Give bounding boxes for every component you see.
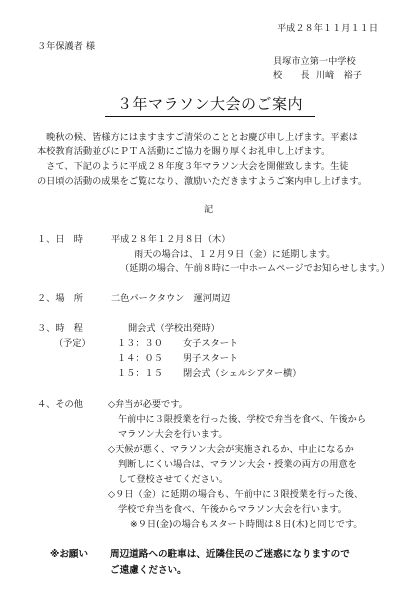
opening-ceremony: 開会式（学校出発時）	[128, 323, 220, 334]
schedule-event: 閉会式（シェルシアター横）	[183, 368, 302, 379]
date-label: １、日 時	[37, 234, 83, 245]
recipient: ３年保護者 様	[37, 41, 96, 52]
other-line: ◇天候が悪く、マラソン大会が実施されるか、中止になるか	[108, 444, 354, 455]
place-value: 二色パークタウン 運河周辺	[111, 293, 231, 304]
sender-principal-title: 校 長	[273, 70, 310, 81]
notice-label: ※お願い	[50, 549, 89, 560]
postpone-note: （延期の場合、午前８時に一中ホームページでお知らせします。）	[120, 263, 390, 274]
other-line: ◇９日（金）に延期の場合も、午前中に３限授業を行った後、	[108, 489, 364, 500]
schedule-event: 女子スタート	[183, 338, 239, 349]
other-line: 学校で弁当を食べ、午後からマラソン大会を行います。	[118, 504, 347, 515]
schedule-sub-label: （予定）	[54, 338, 91, 349]
schedule-time: １４：０５	[117, 353, 163, 364]
title-underline	[105, 116, 315, 117]
sender-principal-name: 川﨑 裕子	[316, 70, 362, 81]
greeting-line: の日頃の活動の成果をご覧になり、激励いただきますようご案内申し上げます。	[37, 176, 368, 187]
greeting-line: さて、下記のように平成２８年度３年マラソン大会を開催致します。生徒	[37, 161, 349, 172]
schedule-time: １３：３０	[117, 338, 163, 349]
other-line: マラソン大会を行います。	[118, 429, 228, 440]
sender-school: 貝塚市立第一中学校	[273, 56, 356, 67]
ki-heading: 記	[204, 204, 214, 215]
notice-line: ご遠慮ください。	[110, 565, 187, 576]
other-line: して登校させてください。	[118, 474, 229, 485]
date-value: 平成２８年１２月８日（木）	[111, 234, 231, 245]
schedule-event: 男子スタート	[183, 353, 239, 364]
other-line: ◇弁当が必要です。	[108, 399, 188, 410]
other-line: ※９日(金)の場合もスタート時間は８日(木)と同じです。	[130, 519, 363, 530]
page-title: ３年マラソン大会のご案内	[116, 95, 303, 113]
other-line: 判断しにくい場合は、マラソン大会・授業の両方の用意を	[118, 459, 357, 470]
schedule-time: １５：１５	[117, 368, 163, 379]
greeting-line: 本校教育活動並びにＰＴＡ活動にご協力を賜り厚くお礼申し上げます。	[37, 146, 331, 157]
greeting-line: 晩秋の候、皆様方にはますますご清栄のこととお慶び申し上げます。平素は	[37, 132, 358, 143]
other-label: ４、その他	[37, 399, 83, 410]
schedule-label: ３、時 程	[37, 323, 83, 334]
notice-line: 周辺道路への駐車は、近隣住民のご迷惑になりますので	[110, 549, 350, 560]
place-label: ２、場 所	[37, 293, 83, 304]
rain-note: 雨天の場合は、１２月９日（金）に延期します。	[134, 249, 336, 260]
other-line: 午前中に３限授業を行った後、学校で弁当を食べ、午後から	[118, 414, 367, 425]
issue-date: 平成２８年１１月１１日	[277, 23, 379, 34]
